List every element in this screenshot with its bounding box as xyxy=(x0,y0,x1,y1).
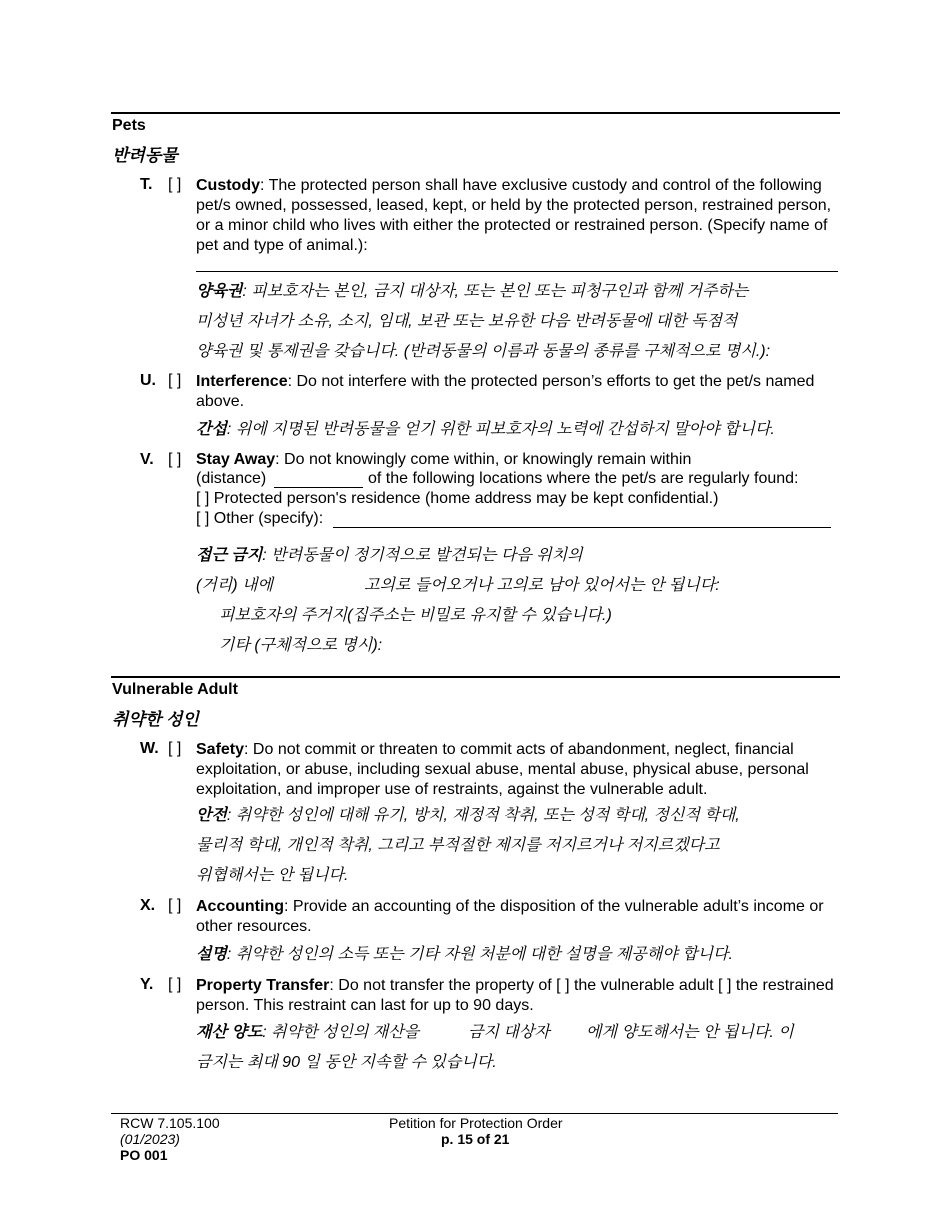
checkbox-x[interactable]: [ ] xyxy=(168,897,182,914)
stay-away-heading: Stay Away xyxy=(196,451,276,468)
section-divider xyxy=(111,112,840,114)
item-letter-x: X. xyxy=(140,897,156,914)
property-transfer-ko-line: 재산 양도: 취약한 성인의 재산을 xyxy=(196,1024,420,1041)
footer-rcw: RCW 7.105.100 xyxy=(120,1115,220,1131)
interference-text: : Do not interfere with the protected person’s efforts to get the pet/s named above. xyxy=(196,373,815,410)
item-letter-v: V. xyxy=(140,451,154,468)
footer-page-number: p. 15 of 21 xyxy=(441,1131,510,1147)
safety-ko-line: 물리적 학대, 개인적 착취, 그리고 부적절한 제지를 저지르거나 저지르겠다고 xyxy=(196,837,720,854)
custody-ko-line: 양육권 및 통제권을 갖습니다. (반려동물의 이름과 동물의 종류를 구체적으로 명시.): xyxy=(196,343,771,360)
property-transfer-text: : Do not transfer the property of [ ] the vulnerable adult [ ] the restrained person. This restraint can last for up to 90 days. xyxy=(196,977,834,1014)
item-letter-y: Y. xyxy=(140,976,154,993)
checkbox-y[interactable]: [ ] xyxy=(168,976,182,993)
accounting-ko-line: 설명: 취약한 성인의 소득 또는 기타 자원 처분에 대한 설명을 제공해야 합니다. xyxy=(196,946,733,963)
interference-paragraph xyxy=(196,372,841,412)
stay-away-text: : Do not knowingly come within, or knowingly remain within xyxy=(275,451,692,468)
custody-paragraph xyxy=(196,176,841,256)
custody-text: : The protected person shall have exclusive custody and control of the following pet/s owned, possessed, leased, kept, or held by the protected person, restrained person, or a minor child who lives with either the protected or restrained person. (Specify name of pet and type of animal.): xyxy=(196,177,832,254)
stay-away-ko-line: 고의로 들어오거나 고의로 남아 있어서는 안 됩니다: xyxy=(364,577,720,594)
footer-title: Petition for Protection Order xyxy=(389,1115,563,1131)
interference-ko-line: 간섭: 위에 지명된 반려동물을 얻기 위한 피보호자의 노력에 간섭하지 말아야 합니다. xyxy=(196,421,775,438)
checkbox-v[interactable]: [ ] xyxy=(168,451,182,468)
stay-away-ko-residence: 피보호자의 주거지(집주소는 비밀로 유지할 수 있습니다.) xyxy=(219,607,612,624)
interference-heading: Interference xyxy=(196,373,288,390)
property-transfer-paragraph xyxy=(196,976,841,1016)
distance-field[interactable] xyxy=(274,487,363,488)
custody-heading: Custody xyxy=(196,177,260,194)
stay-away-line xyxy=(196,451,691,469)
pet-name-field[interactable] xyxy=(196,271,838,272)
other-option[interactable]: [ ] Other (specify): xyxy=(196,510,324,527)
item-letter-t: T. xyxy=(140,176,153,193)
footer-divider xyxy=(111,1113,838,1114)
section-title-pets: Pets xyxy=(112,117,146,134)
safety-paragraph xyxy=(196,740,841,800)
section-title-vulnerable-adult: Vulnerable Adult xyxy=(112,681,238,698)
section-divider xyxy=(111,676,840,678)
other-specify-field[interactable] xyxy=(333,527,831,528)
custody-ko-line: 양육권: 피보호자는 본인, 금지 대상자, 또는 본인 또는 피청구인과 함께 거주하는 xyxy=(196,283,749,300)
stay-away-ko-line: 접근 금지: 반려동물이 정기적으로 발견되는 다음 위치의 xyxy=(196,547,583,564)
item-letter-w: W. xyxy=(140,740,159,757)
safety-ko-line: 위협해서는 안 됩니다. xyxy=(196,867,349,884)
footer-form-number: PO 001 xyxy=(120,1147,168,1163)
checkbox-t[interactable]: [ ] xyxy=(168,176,182,193)
checkbox-u[interactable]: [ ] xyxy=(168,372,182,389)
accounting-text: : Provide an accounting of the disposition of the vulnerable adult’s income or other resources. xyxy=(196,898,824,935)
property-transfer-ko-restrained: 금지 대상자 xyxy=(468,1024,550,1041)
checkbox-w[interactable]: [ ] xyxy=(168,740,182,757)
accounting-paragraph xyxy=(196,897,841,937)
section-title-pets-ko: 반려동물 xyxy=(112,146,178,165)
residence-option[interactable]: [ ] Protected person's residence (home address may be kept confidential.) xyxy=(196,490,719,507)
safety-heading: Safety xyxy=(196,741,245,758)
section-title-vulnerable-adult-ko: 취약한 성인 xyxy=(112,710,199,729)
safety-text: : Do not commit or threaten to commit acts of abandonment, neglect, financial exploitation, or abuse, including sexual abuse, mental abuse, physical abuse, personal exploitation, and improper use of restraints, against the vulnerable adult. xyxy=(196,741,809,798)
stay-away-ko-other: 기타 (구체적으로 명시): xyxy=(219,637,383,654)
property-transfer-ko-line: 금지는 최대 90 일 동안 지속할 수 있습니다. xyxy=(196,1054,497,1071)
custody-ko-line: 미성년 자녀가 소유, 소지, 임대, 보관 또는 보유한 다음 반려동물에 대한 독점적 xyxy=(196,313,738,330)
distance-label: (distance) xyxy=(196,470,267,487)
stay-away-ko-distance: (거리) 내에 xyxy=(196,577,273,594)
accounting-heading: Accounting xyxy=(196,898,284,915)
property-transfer-heading: Property Transfer xyxy=(196,977,330,994)
footer-date: (01/2023) xyxy=(120,1131,180,1147)
locations-text: of the following locations where the pet/s are regularly found: xyxy=(368,470,799,487)
safety-ko-line: 안전: 취약한 성인에 대해 유기, 방치, 재정적 착취, 또는 성적 학대, 정신적 학대, xyxy=(196,807,740,824)
property-transfer-ko-line: 에게 양도해서는 안 됩니다. 이 xyxy=(586,1024,794,1041)
item-letter-u: U. xyxy=(140,372,156,389)
